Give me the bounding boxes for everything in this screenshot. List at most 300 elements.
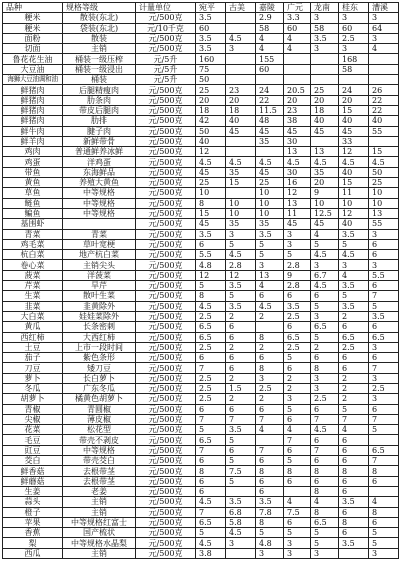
price-cell: 6 [339,363,369,373]
price-cell: 6 [226,322,256,332]
price-cell: 58 [256,23,284,33]
price-cell [256,75,284,85]
table-row [3,528,399,538]
variety-cell: 鲢鱼 [3,198,63,208]
unit-cell: 元/500克 [136,466,196,476]
table-row [3,538,399,548]
grade-cell: 带壳不剥皮 [63,435,136,445]
unit-cell: 元/500克 [136,13,196,23]
price-cell: 3.5 [226,281,256,291]
price-cell: 6 [226,332,256,342]
unit-cell: 元/5升 [136,75,196,85]
grade-cell: 洋菠菜 [63,270,136,280]
price-cell [339,548,369,558]
table-row [3,414,399,424]
price-cell: 5 [369,528,399,538]
table-row [3,404,399,414]
table-row [3,466,399,476]
price-cell [339,75,369,85]
price-cell: 6 [284,363,311,373]
unit-cell: 元/500克 [136,342,196,352]
price-cell: 2.8 [226,260,256,270]
variety-cell: 茭白 [3,456,63,466]
price-cell: 3 [311,373,339,383]
table-row [3,425,399,435]
price-cell: 5.5 [196,250,226,260]
variety-cell: 面粉 [3,33,63,43]
price-cell: 15 [369,147,399,157]
price-cell: 5 [256,250,284,260]
price-cell: 22 [369,105,399,115]
price-cell [311,64,339,74]
price-cell: 4.5 [196,157,226,167]
grade-cell: 主销 [63,548,136,558]
price-cell: 7 [196,363,226,373]
price-cell: 50 [196,126,226,136]
price-cell: 12 [339,208,369,218]
price-cell: 3 [226,538,256,548]
unit-cell: 元/500克 [136,126,196,136]
grade-cell: 养殖大黄鱼 [63,178,136,188]
column-header-longnan: 龙南 [311,3,339,13]
variety-cell: 西瓜 [3,548,63,558]
price-cell: 4.5 [256,157,284,167]
price-cell: 6.7 [311,270,339,280]
price-cell: 3 [284,239,311,249]
price-cell: 8 [284,466,311,476]
price-cell: 18 [226,105,256,115]
price-cell: 45 [311,219,339,229]
price-cell: 12 [196,270,226,280]
price-cell: 3.5 [196,33,226,43]
price-cell [369,486,399,496]
price-cell: 38 [284,116,311,126]
grade-cell: 主销 [63,497,136,507]
grade-cell: 中等规格 [63,188,136,198]
price-cell: 15 [339,105,369,115]
price-cell: 42 [196,116,226,126]
price-cell [226,13,256,23]
price-cell: 5 [284,250,311,260]
variety-cell: 鲜猪肉 [3,85,63,95]
price-cell: 12 [339,147,369,157]
price-cell: 5 [339,404,369,414]
price-cell: 5.8 [226,517,256,527]
price-cell: 6 [256,456,284,466]
unit-cell: 元/500克 [136,33,196,43]
price-cell: 10 [369,198,399,208]
price-cell: 5.5 [369,270,399,280]
unit-cell: 元/500克 [136,322,196,332]
table-row [3,445,399,455]
price-cell: 5 [284,528,311,538]
price-cell [311,136,339,146]
price-cell: 4.5 [311,250,339,260]
price-cell: 20 [284,95,311,105]
price-cell: 8 [311,363,339,373]
unit-cell: 元/500克 [136,105,196,115]
price-table [2,2,399,559]
table-row [3,23,399,33]
variety-cell: 草鱼 [3,188,63,198]
price-cell: 6 [339,456,369,466]
grade-cell: 去根带茎 [63,476,136,486]
price-cell: 55 [369,126,399,136]
price-cell: 6 [284,291,311,301]
table-row [3,116,399,126]
price-cell: 6 [311,456,339,466]
variety-cell: 粳米 [3,13,63,23]
unit-cell: 元/500克 [136,44,196,54]
unit-cell: 元/500克 [136,281,196,291]
price-cell: 2 [226,394,256,404]
table-row [3,363,399,373]
unit-cell: 元/500克 [136,445,196,455]
table-row [3,75,399,85]
price-cell: 5 [196,281,226,291]
price-cell: 2.5 [339,33,369,43]
price-cell: 10 [369,188,399,198]
price-cell: 25 [196,178,226,188]
table-row [3,373,399,383]
price-cell: 13 [284,198,311,208]
price-cell: 6 [196,353,226,363]
price-cell: 4 [311,229,339,239]
price-cell: 3.5 [339,281,369,291]
variety-cell: 鲜猪肉 [3,105,63,115]
price-cell: 6 [226,404,256,414]
table-row [3,54,399,64]
unit-cell: 元/500克 [136,332,196,342]
variety-cell: 带鱼 [3,167,63,177]
price-cell [226,136,256,146]
price-cell: 12.5 [311,208,339,218]
price-cell: 3.5 [196,229,226,239]
grade-cell [63,219,136,229]
price-cell: 168 [339,54,369,64]
unit-cell: 元/500克 [136,95,196,105]
grade-cell: 青圆椒 [63,404,136,414]
price-cell: 6 [369,517,399,527]
price-cell: 2 [256,394,284,404]
price-cell: 6 [226,363,256,373]
price-cell: 6 [284,517,311,527]
grade-cell: 上市一段时间 [63,342,136,352]
price-cell: 5 [311,538,339,548]
price-cell: 6.5 [196,517,226,527]
price-cell: 18 [311,105,339,115]
unit-cell: 元/500克 [136,497,196,507]
grade-cell: 青菜 [63,229,136,239]
price-cell: 4 [339,425,369,435]
price-cell: 6 [311,435,339,445]
price-cell: 75 [196,64,226,74]
price-cell: 3 [339,13,369,23]
price-cell: 7.5 [226,466,256,476]
price-cell: 3.5 [226,425,256,435]
price-cell: 45 [256,167,284,177]
price-cell: 6 [369,281,399,291]
price-cell: 3.5 [369,311,399,321]
price-cell: 45 [256,126,284,136]
column-header-grade: 规格等级 [63,3,136,13]
variety-cell: 鲁花花生油 [3,54,63,64]
unit-cell: 元/500克 [136,486,196,496]
price-cell: 4.5 [256,301,284,311]
price-cell: 5 [226,476,256,486]
price-cell: 2.5 [196,383,226,393]
price-cell: 6.5 [196,435,226,445]
price-cell: 8 [311,486,339,496]
price-cell: 2.5 [196,394,226,404]
grade-cell: 主销尖头 [63,260,136,270]
price-cell: 2 [226,373,256,383]
price-cell: 6 [284,476,311,486]
grade-cell: 散装(东北) [63,13,136,23]
variety-cell: 鳊鱼 [3,208,63,218]
variety-cell: 鲜蘑菇 [3,476,63,486]
grade-cell: 橘黄色胡萝卜 [63,394,136,404]
price-cell: 10 [339,198,369,208]
price-cell: 4 [284,33,311,43]
grade-cell: 散装 [63,33,136,43]
price-cell: 8 [339,466,369,476]
price-cell: 8 [311,507,339,517]
variety-cell: 花菜 [3,425,63,435]
variety-cell: 鲜羊肉 [3,136,63,146]
price-cell: 2.5 [339,342,369,352]
price-cell: 8 [196,466,226,476]
table-row [3,383,399,393]
price-cell: 4.5 [369,157,399,167]
price-cell: 5 [226,291,256,301]
price-cell: 2.5 [256,383,284,393]
unit-cell: 元/500克 [136,198,196,208]
price-cell: 4 [284,497,311,507]
price-cell: 5 [284,456,311,466]
price-cell: 20 [311,178,339,188]
price-cell [226,23,256,33]
price-cell: 5 [369,538,399,548]
column-header-unit: 计量单位 [136,3,196,13]
price-cell: 20 [226,95,256,105]
price-cell: 7 [369,291,399,301]
price-cell: 40 [311,116,339,126]
variety-cell: 鲜香菇 [3,466,63,476]
price-cell: 3 [339,44,369,54]
unit-cell: 元/500克 [136,311,196,321]
grade-cell: 长条密刺 [63,322,136,332]
price-cell: 6 [311,353,339,363]
table-row [3,311,399,321]
price-cell: 8 [311,466,339,476]
price-cell: 5 [256,239,284,249]
price-cell: 13 [256,270,284,280]
price-cell: 23 [284,105,311,115]
variety-cell: 切面 [3,44,63,54]
unit-cell: 元/10千克 [136,23,196,33]
price-cell: 8 [369,507,399,517]
grade-cell: 肋排 [63,116,136,126]
price-cell: 40 [339,167,369,177]
price-cell: 3.5 [226,301,256,311]
price-cell: 22 [256,95,284,105]
table-row [3,435,399,445]
price-cell: 4 [256,281,284,291]
price-cell: 25 [196,85,226,95]
variety-cell: 萝卜 [3,373,63,383]
unit-cell: 元/500克 [136,394,196,404]
price-cell: 6 [369,404,399,414]
price-cell [369,64,399,74]
price-cell: 4 [339,270,369,280]
price-cell: 6 [339,476,369,486]
variety-cell: 大白菜 [3,311,63,321]
price-cell [256,435,284,445]
table-row [3,147,399,157]
table-body [3,13,399,559]
price-cell [226,548,256,558]
grade-cell: 腱子肉 [63,126,136,136]
price-cell: 8 [256,363,284,373]
price-cell: 50 [369,167,399,177]
price-cell: 10 [226,208,256,218]
price-cell: 5 [226,435,256,445]
price-cell [284,54,311,64]
unit-cell: 元/500克 [136,291,196,301]
price-cell: 7 [284,435,311,445]
price-cell: 45 [339,126,369,136]
price-cell: 4.5 [226,250,256,260]
price-cell: 6 [339,435,369,445]
table-row [3,105,399,115]
table-row [3,456,399,466]
unit-cell: 元/500克 [136,404,196,414]
grade-cell: 袋装(东北) [63,23,136,33]
grade-cell: 新鲜带骨 [63,136,136,146]
unit-cell: 元/500克 [136,476,196,486]
price-cell: 6.5 [311,517,339,527]
column-header-guangyuan: 广元 [284,3,311,13]
variety-cell: 鸡蛋 [3,157,63,167]
grade-cell: 旱芹 [63,281,136,291]
table-row [3,208,399,218]
grade-cell: 国产梳状 [63,528,136,538]
price-cell: 35 [311,167,339,177]
table-row [3,13,399,23]
price-cell: 3 [339,260,369,270]
header-row [3,3,399,13]
grade-cell: 中等规格水晶梨 [63,538,136,548]
price-cell: 3 [226,44,256,54]
table-row [3,178,399,188]
price-cell: 8 [256,332,284,342]
price-cell: 9 [311,188,339,198]
price-cell: 4.5 [311,425,339,435]
price-cell: 2 [256,311,284,321]
unit-cell: 元/500克 [136,178,196,188]
price-cell: 45 [311,126,339,136]
table-row [3,239,399,249]
price-cell: 40 [196,136,226,146]
price-cell: 35 [226,167,256,177]
price-cell: 2.5 [196,342,226,352]
grade-cell: 主销 [63,507,136,517]
unit-cell: 元/500克 [136,270,196,280]
variety-cell: 鲜猪肉 [3,116,63,126]
price-cell: 25 [256,178,284,188]
grade-cell: 松花型 [63,425,136,435]
table-row [3,394,399,404]
grade-cell: 草叶宽梗 [63,239,136,249]
grade-cell: 后腿精瘦肉 [63,85,136,95]
price-cell [226,75,256,85]
unit-cell: 元/5升 [136,54,196,64]
price-cell: 4 [311,497,339,507]
price-cell: 6 [311,476,339,486]
price-cell: 45 [196,219,226,229]
price-cell: 20 [311,95,339,105]
price-cell: 6 [369,322,399,332]
price-cell: 11.5 [256,105,284,115]
unit-cell: 元/500克 [136,157,196,167]
grade-cell: 广东冬瓜 [63,383,136,393]
table-row [3,486,399,496]
price-cell: 6.5 [196,322,226,332]
price-cell: 3 [311,13,339,23]
price-cell: 3.5 [256,497,284,507]
grade-cell: 矮刀豆 [63,363,136,373]
variety-cell: 卷心菜 [3,260,63,270]
price-cell: 20 [339,95,369,105]
price-cell: 160 [196,54,226,64]
price-cell: 3.5 [339,497,369,507]
price-cell [369,54,399,64]
price-cell: 3 [256,260,284,270]
grade-cell: 散叶生菜 [63,291,136,301]
price-cell: 6 [196,456,226,466]
variety-cell: 黄鱼 [3,178,63,188]
price-cell: 26 [369,85,399,95]
price-cell: 6 [284,445,311,455]
price-cell: 5 [339,291,369,301]
price-cell [284,64,311,74]
price-cell: 3 [284,229,311,239]
variety-cell: 生菜 [3,291,63,301]
variety-cell: 蒜头 [3,497,63,507]
price-cell: 4.5 [311,157,339,167]
table-row [3,517,399,527]
price-cell: 3.5 [339,229,369,239]
price-cell: 7 [369,456,399,466]
price-cell: 64 [369,23,399,33]
price-cell: 6 [339,353,369,363]
price-cell: 6 [256,486,284,496]
price-cell: 2 [256,342,284,352]
price-cell [226,64,256,74]
price-cell: 15 [339,178,369,188]
variety-cell: 尖椒 [3,414,63,424]
price-cell: 6.8 [226,507,256,517]
price-cell: 8 [196,291,226,301]
price-cell: 6.5 [284,332,311,342]
price-cell: 20.5 [284,85,311,95]
unit-cell: 元/500克 [136,353,196,363]
price-cell [311,75,339,85]
price-cell: 12 [196,147,226,157]
price-cell: 12 [284,188,311,198]
price-cell: 5 [284,404,311,414]
